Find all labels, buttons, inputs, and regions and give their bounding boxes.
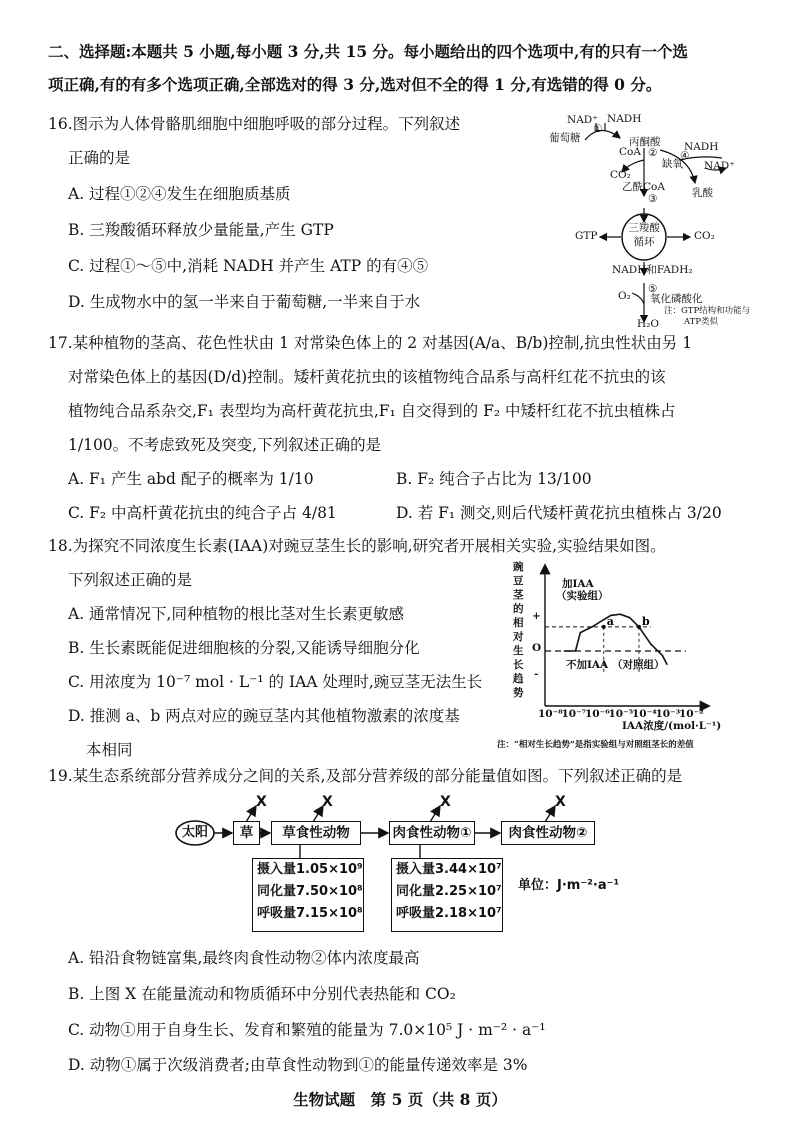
diagram-nadh-fadh2: NADH和FADH₂ <box>612 264 693 276</box>
node-carnivore-1: 肉食性动物① <box>389 821 475 845</box>
herbivore-assimilation: 同化量7.50×10⁸ <box>257 884 363 899</box>
diagram-nadh-top: NADH <box>607 113 642 125</box>
diagram-pyruvate: 丙酮酸 <box>629 136 661 148</box>
q16-option-d: D. 生成物水中的氢一半来自于葡萄糖,一半来自于水 <box>68 293 421 311</box>
diagram-step-3: ③ <box>648 193 658 205</box>
chart-legend-exp-1: 加IAA <box>562 578 594 590</box>
q19-option-b: B. 上图 X 在能量流动和物质循环中分别代表热能和 CO₂ <box>68 985 456 1003</box>
q17-option-a: A. F₁ 产生 abd 配子的概率为 1/10 <box>68 470 314 488</box>
diagram-tca-line1: 三羧酸 <box>628 222 660 234</box>
x-label-grass: X <box>256 794 267 810</box>
q19-option-a: A. 铅沿食物链富集,最终肉食性动物②体内浓度最高 <box>68 949 420 967</box>
q17-stem-line4: 1/100。不考虑致死及突变,下列叙述正确的是 <box>68 436 382 454</box>
q17-stem-line1: 17.某种植物的茎高、花色性状由 1 对常染色体上的 2 对基因(A/a、B/b)控制,抗虫性状由另 1 <box>48 334 693 352</box>
q17-stem-line3: 植物纯合品系杂交,F₁ 表型均为高杆黄花抗虫,F₁ 自交得到的 F₂ 中矮杆红花不抗虫植株占 <box>68 402 676 420</box>
chart-xtick: 10⁻² <box>679 708 704 720</box>
q17-option-d: D. 若 F₁ 测交,则后代矮杆黄花抗虫植株占 3/20 <box>396 504 722 522</box>
chart-xtick: 10⁻⁶ <box>585 708 610 720</box>
q17-option-c: C. F₂ 中高杆黄花抗虫的纯合子占 4/81 <box>68 504 337 522</box>
x-label-herbivore: X <box>322 794 333 810</box>
chart-xtick: 10⁻⁷ <box>561 708 587 720</box>
diagram-glucose: 葡萄糖 <box>549 132 581 144</box>
diagram-co2-left: CO₂ <box>610 169 631 181</box>
x-label-carnivore-1: X <box>440 794 451 810</box>
diagram-note-line2: ATP类似 <box>684 317 719 327</box>
q18-stem-line1: 18.为探究不同浓度生长素(IAA)对豌豆茎生长的影响,研究者开展相关实验,实验结果如图。 <box>48 537 666 555</box>
chart-xtick: 10⁻⁵ <box>608 708 634 720</box>
chart-legend-exp-2: （实验组） <box>556 590 609 602</box>
chart-ytick-origin: O <box>532 642 542 654</box>
section-header-line1: 二、选择题:本题共 5 小题,每小题 3 分,共 15 分。每小题给出的四个选项中,有的只有一个选 <box>48 42 688 61</box>
diagram-oxphos: 氧化磷酸化 <box>650 293 703 305</box>
diagram-lactate: 乳酸 <box>692 187 713 199</box>
q19-stem: 19.某生态系统部分营养成分之间的关系,及部分营养级的部分能量值如图。下列叙述正确的是 <box>48 767 683 785</box>
carnivore-1-respiration: 呼吸量2.18×10⁷ <box>396 906 502 921</box>
diagram-step-1: ① <box>593 123 603 135</box>
chart-note: 注：“相对生长趋势”是指实验组与对照组茎长的差值 <box>497 740 694 750</box>
chart-legend-ctrl-2: （对照组） <box>612 659 665 671</box>
q19-option-c: C. 动物①用于自身生长、发育和繁殖的能量为 7.0×10⁵ J · m⁻² · a⁻¹ <box>68 1021 546 1039</box>
point-label-a: a <box>606 614 614 628</box>
node-sun: 太阳 <box>181 825 208 840</box>
q19-option-d: D. 动物①属于次级消费者;由草食性动物到①的能量传递效率是 3% <box>68 1056 528 1074</box>
q18-option-a: A. 通常情况下,同种植物的根比茎对生长素更敏感 <box>68 605 404 623</box>
energy-unit: 单位：J·m⁻²·a⁻¹ <box>518 878 620 893</box>
diagram-acetyl-coa: 乙酰CoA <box>622 181 665 193</box>
carnivore-1-energy-box <box>391 858 503 932</box>
diagram-tca-line2: 循环 <box>633 236 655 248</box>
diagram-nad-right: NAD⁺ <box>704 160 735 172</box>
q18-option-d-cont: 本相同 <box>86 741 133 759</box>
diagram-gtp: GTP <box>575 230 598 242</box>
chart-ytick-minus: - <box>534 668 539 680</box>
chart-ylabel: 豌豆茎的相对生长趋势 <box>513 561 524 699</box>
diagram-o2: O₂ <box>618 290 631 302</box>
point-label-b: b <box>642 614 650 628</box>
herbivore-energy-box <box>252 858 364 932</box>
node-grass: 草 <box>233 821 260 845</box>
q18-option-c: C. 用浓度为 10⁻⁷ mol · L⁻¹ 的 IAA 处理时,豌豆茎无法生长 <box>68 673 483 691</box>
diagram-nadh-right: NADH <box>684 141 719 153</box>
chart-legend-ctrl-1: 不加IAA <box>566 659 609 671</box>
q16-stem-line2: 正确的是 <box>68 149 131 167</box>
page-footer: 生物试题 第 5 页（共 8 页） <box>293 1090 507 1109</box>
chart-xtick: 10⁻³ <box>655 708 681 720</box>
diagram-hypoxia: 缺氧 <box>662 158 683 170</box>
node-herbivore: 草食性动物 <box>271 821 361 845</box>
chart-xlabel: IAA浓度/(mol·L⁻¹) <box>622 720 722 732</box>
diagram-step-4: ④ <box>680 150 690 162</box>
chart-xtick: 10⁻⁸ <box>538 708 563 720</box>
q18-option-d: D. 推测 a、b 两点对应的豌豆茎内其他植物激素的浓度基 <box>68 707 460 725</box>
chart-xtick: 10⁻⁴ <box>632 708 657 720</box>
carnivore-1-intake: 摄入量3.44×10⁷ <box>396 862 502 877</box>
diagram-co2-right: CO₂ <box>694 230 715 242</box>
q17-option-b: B. F₂ 纯合子占比为 13/100 <box>396 470 592 488</box>
q16-option-a: A. 过程①②④发生在细胞质基质 <box>68 185 291 203</box>
diagram-note-line1: 注：GTP结构和功能与 <box>664 306 751 316</box>
chart-ytick-plus: + <box>532 610 541 622</box>
section-header-line2: 项正确,有的有多个选项正确,全部选对的得 3 分,选对但不全的得 1 分,有选错的得 0 分。 <box>48 75 662 94</box>
node-carnivore-2: 肉食性动物② <box>501 821 595 845</box>
q18-option-b: B. 生长素既能促进细胞核的分裂,又能诱导细胞分化 <box>68 639 420 657</box>
carnivore-1-assimilation: 同化量2.25×10⁷ <box>396 884 502 899</box>
q17-stem-line2: 对常染色体上的基因(D/d)控制。矮杆黄花抗虫的该植物纯合品系与高杆红花不抗虫的该 <box>68 368 666 386</box>
q16-option-b: B. 三羧酸循环释放少量能量,产生 GTP <box>68 221 334 239</box>
q16-stem-line1: 16.图示为人体骨骼肌细胞中细胞呼吸的部分过程。下列叙述 <box>48 115 461 133</box>
diagram-step-2: ② <box>648 147 658 159</box>
x-label-carnivore-2: X <box>555 794 566 810</box>
diagram-coa: CoA <box>619 146 641 158</box>
herbivore-respiration: 呼吸量7.15×10⁸ <box>257 906 363 921</box>
herbivore-intake: 摄入量1.05×10⁹ <box>257 862 363 877</box>
diagram-nad: NAD⁺ <box>567 114 598 126</box>
q16-option-c: C. 过程①～⑤中,消耗 NADH 并产生 ATP 的有④⑤ <box>68 257 429 275</box>
q18-stem-line2: 下列叙述正确的是 <box>68 571 193 589</box>
diagram-water: H₂O <box>637 318 659 330</box>
diagram-step-5: ⑤ <box>648 283 658 295</box>
